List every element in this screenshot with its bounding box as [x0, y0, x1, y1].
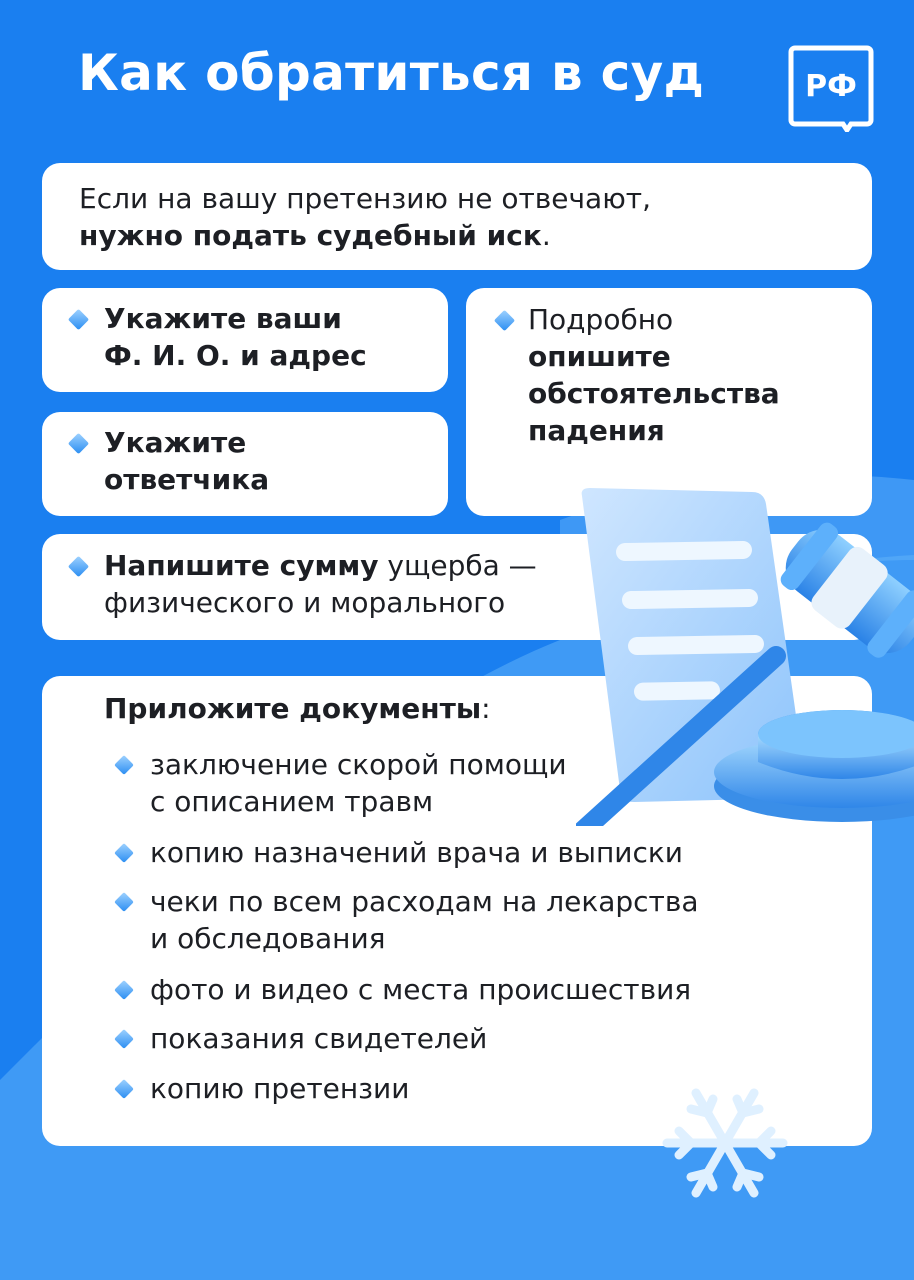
diamond-bullet-icon: [114, 1079, 134, 1099]
documents-heading-bold: Приложите документы: [104, 692, 482, 725]
fio-line-2: Ф. И. О. и адрес: [104, 339, 367, 372]
sum-line-2: физического и морального: [104, 586, 506, 619]
document-item-line-1: заключение скорой помощи: [150, 748, 567, 781]
respondent-line-1: Укажите: [104, 426, 247, 459]
document-item: [150, 971, 691, 1008]
page-title: Как обратиться в суд: [78, 44, 705, 102]
diamond-bullet-icon: [114, 892, 134, 912]
fio-line-1: Укажите ваши: [104, 302, 342, 335]
diamond-bullet-icon: [68, 556, 89, 577]
logo-text: РФ: [805, 69, 857, 104]
diamond-bullet-icon: [114, 843, 134, 863]
document-item: [150, 883, 699, 957]
document-item-line-1: показания свидетелей: [150, 1022, 488, 1055]
intro-line-2: [79, 217, 872, 254]
document-item-line-1: копию назначений врача и выписки: [150, 836, 683, 869]
diamond-bullet-icon: [114, 980, 134, 1000]
document-item: [150, 834, 683, 871]
circumstances-line-2: опишите: [528, 340, 671, 373]
respondent-line-2: ответчика: [104, 463, 270, 496]
intro-line-1: Если на вашу претензию не отвечают,: [79, 182, 651, 215]
diamond-bullet-icon: [68, 433, 89, 454]
diamond-bullet-icon: [494, 310, 515, 331]
document-item: [150, 1070, 409, 1107]
respondent-card: [42, 412, 448, 516]
document-item: [150, 1020, 487, 1057]
document-item: [150, 746, 567, 820]
document-item-line-1: фото и видео с места происшествия: [150, 973, 692, 1006]
documents-heading-tail: :: [481, 692, 491, 725]
sum-tail: ущерба —: [378, 549, 537, 582]
document-item-line-2: и обследования: [150, 922, 386, 955]
circumstances-line-3: обстоятельства: [528, 377, 780, 410]
intro-card: [42, 163, 872, 270]
sum-line-1: [104, 547, 537, 584]
diamond-bullet-icon: [68, 309, 89, 330]
sum-bold: Напишите сумму: [104, 549, 379, 582]
intro-line-2-tail: .: [541, 219, 551, 252]
court-illustration: [576, 486, 914, 826]
document-item-line-2: с описанием травм: [150, 785, 434, 818]
document-item-line-1: копию претензии: [150, 1072, 410, 1105]
rf-chat-logo-icon: [787, 42, 875, 132]
circumstances-line-4: падения: [528, 414, 665, 447]
snowflake-icon: [660, 1088, 790, 1198]
document-item-line-1: чеки по всем расходам на лекарства: [150, 885, 699, 918]
diamond-bullet-icon: [114, 1029, 134, 1049]
documents-heading: [104, 690, 491, 727]
fio-card: [42, 288, 448, 392]
diamond-bullet-icon: [114, 755, 134, 775]
intro-line-2-bold: нужно подать судебный иск: [79, 219, 542, 252]
circumstances-card: [466, 288, 872, 516]
circumstances-line-1: Подробно: [528, 303, 674, 336]
